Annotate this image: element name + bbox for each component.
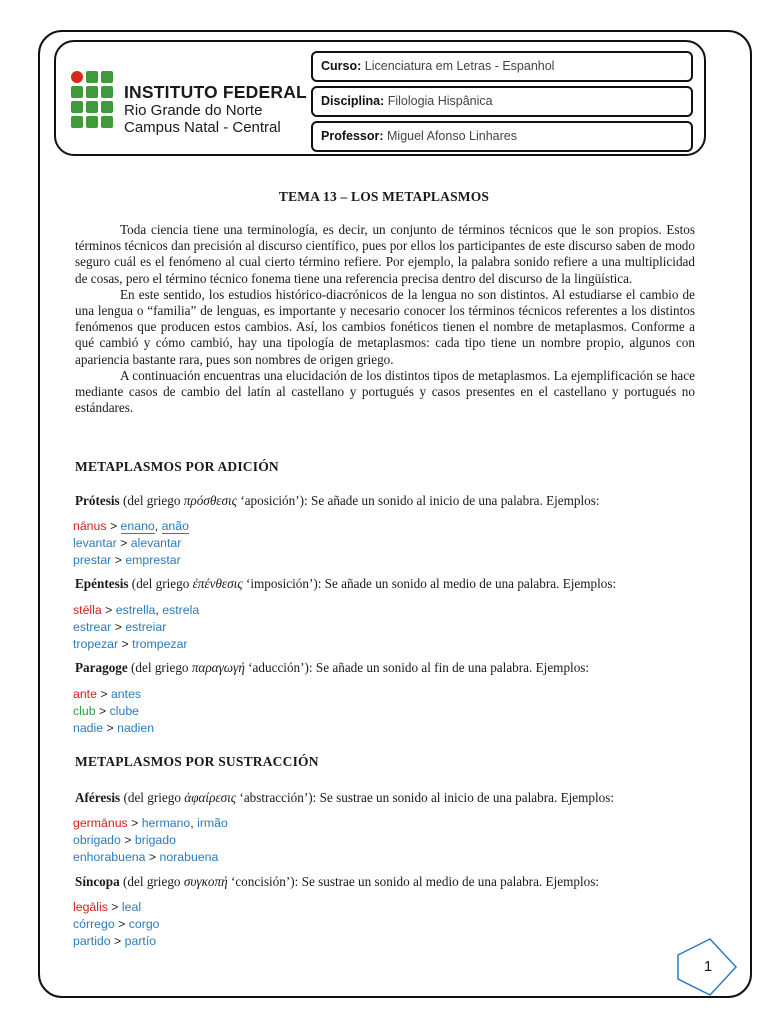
example-source: germānus [73,816,128,830]
example-row [73,933,160,950]
example-arrow: > [148,850,157,864]
disciplina-field [311,86,693,117]
example-target: trompezar [132,637,188,651]
example-row [73,552,189,569]
example-source: partido [73,934,111,948]
example-source: levantar [73,536,117,550]
institution-state: Rio Grande do Norte [124,102,263,119]
protesis-examples [73,518,189,569]
example-arrow: > [98,704,107,718]
example-source: córrego [73,917,115,931]
example-arrow: > [109,519,118,533]
disciplina-value: Filologia Hispânica [387,94,493,108]
example-target: estrela [162,603,200,617]
sincopa-examples [73,899,160,950]
example-source: nānus [73,519,107,533]
example-arrow: > [131,816,139,830]
intro-paragraph-1: Toda ciencia tiene una terminología, es decir, un conjunto de términos técnicos que le son propios. Estos términos técnicos dan precisión al discurso científico, pues por ellos los participantes de este discurso saben de modo seguro cuál es el fenómeno al cual cierto término refiere. Por ejemplo, la palabra sonido refiere a una multiplicidad de cosas, pero el término técnico fonema tiene una referencia precisa dentro del discurso de la lingüística. [75,222,695,286]
disciplina-label: Disciplina: [321,94,385,108]
example-source: enhorabuena [73,850,146,864]
section-heading-sustraccion: METAPLASMOS POR SUSTRACCIÓN [75,754,319,769]
example-row [73,849,228,866]
epentesis-def-b: ‘imposición’): Se añade un sonido al medio de una palabra. Ejemplos: [242,576,617,591]
institution-campus: Campus Natal - Central [124,119,281,136]
curso-value: Licenciatura em Letras - Espanhol [364,59,555,73]
aferesis-def-a: (del griego [120,790,185,805]
curso-label: Curso: [321,59,362,73]
example-row [73,720,154,737]
example-target: nadien [117,721,155,735]
example-row [73,703,154,720]
example-source: estrear [73,620,112,634]
example-arrow: > [121,637,129,651]
example-row [73,602,199,619]
example-row [73,518,189,535]
professor-value: Miguel Afonso Linhares [387,129,517,143]
curso-field [311,51,693,82]
example-arrow: > [114,553,122,567]
example-separator: , [154,519,159,533]
example-row [73,636,199,653]
institution-name-block [124,82,307,136]
example-target: enano [120,519,155,533]
epentesis-examples [73,602,199,653]
epentesis-definition [75,576,715,592]
example-row [73,619,199,636]
paragoge-examples [73,686,154,737]
example-arrow: > [105,603,113,617]
aferesis-def-b: ‘abstracción’): Se sustrae un sonido al inicio de una palabra. Ejemplos: [236,790,615,805]
example-row [73,535,189,552]
institution-name: INSTITUTO FEDERAL [124,82,307,102]
aferesis-term: Aféresis [75,790,121,805]
example-target: anão [161,519,189,533]
paragoge-def-a: (del griego [127,660,192,675]
example-arrow: > [100,687,108,701]
section-heading-adicion: METAPLASMOS POR ADICIÓN [75,459,279,474]
example-target: emprestar [125,553,181,567]
example-target: antes [110,687,142,701]
example-separator: , [155,603,159,617]
paragoge-greek: παραγωγή [191,660,245,675]
sincopa-def-b: ‘concisión’): Se sustrae un sonido al medio de una palabra. Ejemplos: [227,874,599,889]
intro-paragraph-3: A continuación encuentras una elucidación de los distintos tipos de metaplasmos. La ejemplificación se hace mediante casos de cambio del latín al castellano y portugués y casos presentes en el castellano y portugués no estándares. [75,367,695,416]
protesis-def-b: ‘aposición’): Se añade un sonido al inicio de una palabra. Ejemplos: [237,493,600,508]
aferesis-greek: ἀφαίρεσις [184,790,237,805]
example-target: alevantar [130,536,182,550]
professor-field [311,121,693,152]
sincopa-greek: συγκοπή [183,874,228,889]
example-arrow: > [114,620,122,634]
example-arrow: > [111,900,119,914]
example-row [73,899,160,916]
paragoge-term: Paragoge [75,660,128,675]
example-target: brigado [134,833,176,847]
example-separator: , [190,816,194,830]
paragoge-definition [75,660,715,676]
sincopa-def-a: (del griego [119,874,184,889]
institution-logo-icon [71,71,113,128]
example-target: leal [121,900,142,914]
example-source: ante [73,687,97,701]
professor-label: Professor: [321,129,384,143]
example-source: stēlla [73,603,102,617]
example-target: estrella [115,603,156,617]
epentesis-def-a: (del griego [128,576,193,591]
example-target: hermano [141,816,191,830]
example-source: obrigado [73,833,121,847]
example-target: partío [124,934,157,948]
sincopa-definition [75,874,715,890]
sincopa-term: Síncopa [75,874,120,889]
aferesis-examples [73,815,228,866]
example-target: irmão [197,816,228,830]
protesis-greek: πρόσθεσις [183,493,238,508]
document-title: TEMA 13 – LOS METAPLASMOS [278,189,490,204]
example-arrow: > [124,833,132,847]
example-arrow: > [114,934,122,948]
example-source: legālis [73,900,108,914]
example-target: clube [109,704,139,718]
example-target: norabuena [159,850,219,864]
example-source: nadie [73,721,104,735]
example-source: prestar [73,553,112,567]
example-target: corgo [128,917,160,931]
example-target: estreiar [125,620,167,634]
example-row [73,686,154,703]
page-number: 1 [703,958,713,975]
protesis-term: Prótesis [75,493,120,508]
example-row [73,916,160,933]
example-arrow: > [120,536,128,550]
protesis-def-a: (del griego [119,493,184,508]
epentesis-greek: ἐπένθεσις [192,576,243,591]
paragoge-def-b: ‘aducción’): Se añade un sonido al fin de una palabra. Ejemplos: [244,660,590,675]
epentesis-term: Epéntesis [75,576,129,591]
example-arrow: > [106,721,114,735]
aferesis-definition [75,790,715,806]
example-row [73,815,228,832]
example-arrow: > [118,917,126,931]
protesis-definition [75,493,715,509]
example-source: tropezar [73,637,119,651]
intro-paragraph-2: En este sentido, los estudios histórico-diacrónicos de la lengua no son distintos. Al estudiarse el cambio de una lengua o “familia” de lenguas, es importante y necesario conocer los términos técnicos referentes a los distintos fenómenos que producen estos cambios. Así, los cambios fonéticos tienen el nombre de metaplasmos. Conforme a qué cambió y cómo cambió, hay una tipología de metaplasmos: cada tipo tiene un nombre propio, algunos con apariencia bastante rara, pues son nombres de origen griego. [75,286,695,367]
example-source: club [73,704,96,718]
example-row [73,832,228,849]
intro-text [75,222,695,416]
